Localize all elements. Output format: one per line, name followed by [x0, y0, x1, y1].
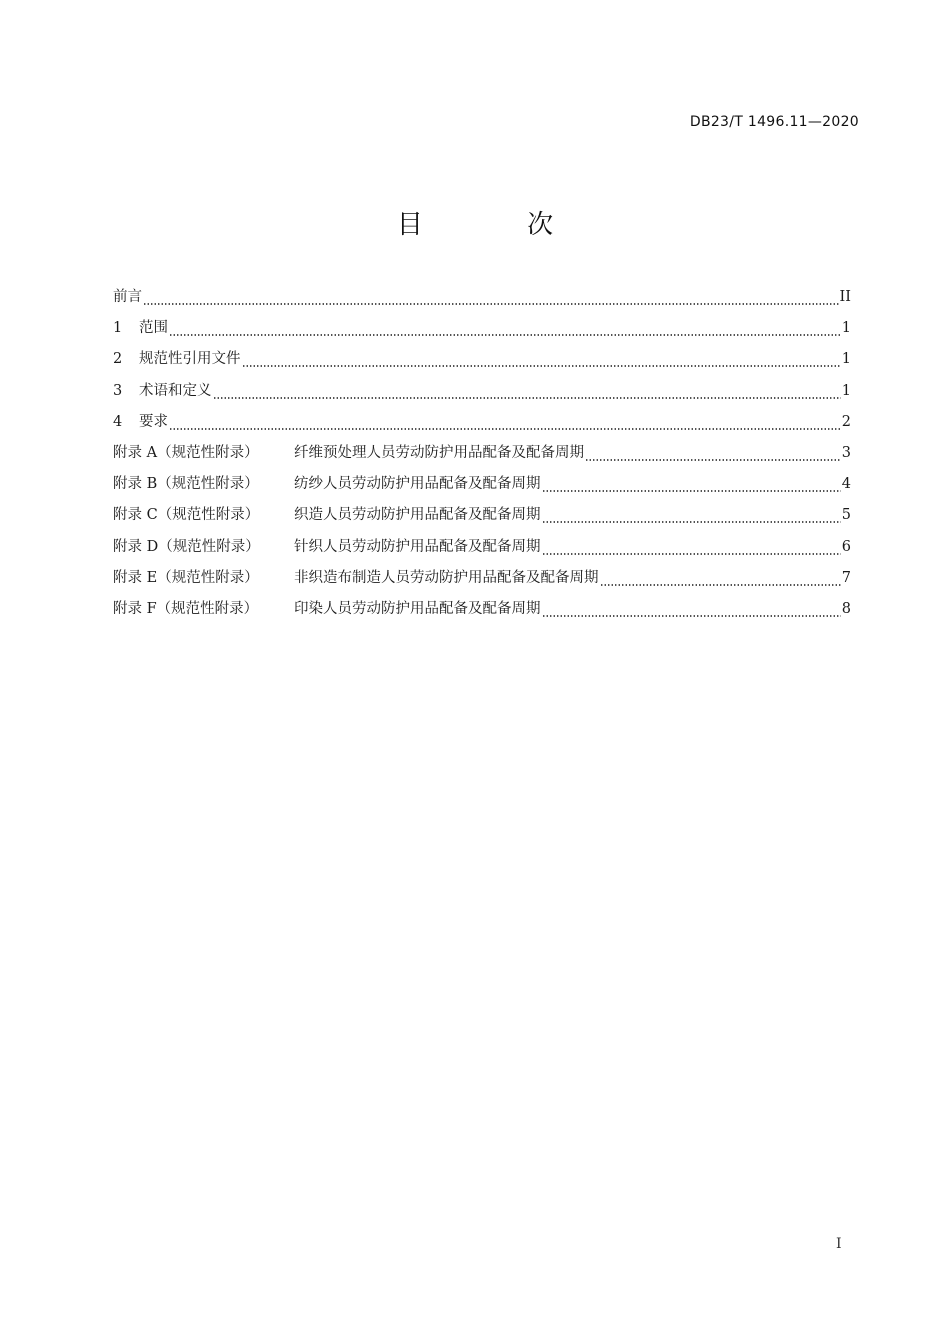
toc-entry-page: 8	[841, 600, 851, 617]
toc-leader	[169, 316, 841, 347]
toc-entry-annex-f[interactable]	[113, 597, 851, 628]
toc-entry-label: 范围	[139, 320, 168, 337]
toc-entry-annex-d[interactable]	[113, 535, 851, 566]
toc-entry-annex-b[interactable]	[113, 472, 851, 503]
toc-entry-requirements[interactable]	[113, 410, 851, 441]
toc-leader	[169, 410, 841, 441]
toc-entry-label: 术语和定义	[139, 382, 212, 399]
footer-page-number: I	[836, 1236, 842, 1252]
toc-entry-annex-c[interactable]	[113, 503, 851, 534]
toc-entry-annex-a[interactable]	[113, 441, 851, 472]
table-of-contents	[113, 285, 851, 628]
toc-entry-page: 1	[841, 351, 851, 368]
toc-entry-annex-e[interactable]	[113, 566, 851, 597]
toc-entry-number: 2	[113, 351, 123, 368]
toc-entry-page: 1	[841, 382, 851, 399]
toc-entry-page: 3	[841, 444, 851, 461]
toc-entry-label: 织造人员劳动防护用品配备及配备周期	[294, 507, 541, 524]
page-title: 目 次	[396, 210, 602, 240]
toc-leader	[242, 347, 841, 378]
toc-entry-annex-prefix: 附录 F（规范性附录）	[113, 600, 259, 617]
toc-entry-page: 1	[841, 320, 851, 337]
toc-entry-number: 1	[113, 320, 123, 337]
toc-entry-foreword[interactable]	[113, 285, 851, 316]
toc-entry-label: 纺纱人员劳动防护用品配备及配备周期	[294, 476, 541, 493]
toc-entry-label: 印染人员劳动防护用品配备及配备周期	[294, 600, 541, 617]
toc-entry-page: 5	[841, 507, 851, 524]
toc-entry-label: 纤维预处理人员劳动防护用品配备及配备周期	[294, 444, 584, 461]
toc-entry-terms-definitions[interactable]	[113, 379, 851, 410]
toc-entry-annex-prefix: 附录 D（规范性附录）	[113, 538, 260, 555]
toc-leader	[585, 441, 841, 472]
toc-leader	[542, 472, 841, 503]
toc-entry-annex-prefix: 附录 A（规范性附录）	[113, 444, 259, 461]
toc-entry-label: 针织人员劳动防护用品配备及配备周期	[294, 538, 541, 555]
toc-entry-page: II	[839, 289, 851, 305]
toc-entry-label: 非织造布制造人员劳动防护用品配备及配备周期	[294, 569, 599, 586]
toc-leader	[143, 285, 839, 316]
document-code: DB23/T 1496.11—2020	[689, 114, 859, 130]
toc-leader	[542, 597, 841, 628]
toc-leader	[213, 379, 841, 410]
toc-entry-label: 前言	[113, 289, 142, 305]
toc-entry-page: 4	[841, 476, 851, 493]
toc-entry-number: 3	[113, 382, 123, 399]
toc-entry-page: 6	[841, 538, 851, 555]
toc-leader	[600, 566, 841, 597]
toc-entry-annex-prefix: 附录 C（规范性附录）	[113, 507, 260, 524]
toc-leader	[542, 503, 841, 534]
toc-entry-normative-references[interactable]	[113, 347, 851, 378]
toc-entry-scope[interactable]	[113, 316, 851, 347]
toc-entry-number: 4	[113, 413, 123, 430]
toc-entry-page: 2	[841, 413, 851, 430]
toc-entry-label: 要求	[139, 413, 168, 430]
toc-entry-annex-prefix: 附录 B（规范性附录）	[113, 476, 259, 493]
toc-leader	[542, 535, 841, 566]
toc-entry-annex-prefix: 附录 E（规范性附录）	[113, 569, 259, 586]
toc-entry-label: 规范性引用文件	[139, 351, 241, 368]
toc-entry-page: 7	[841, 569, 851, 586]
